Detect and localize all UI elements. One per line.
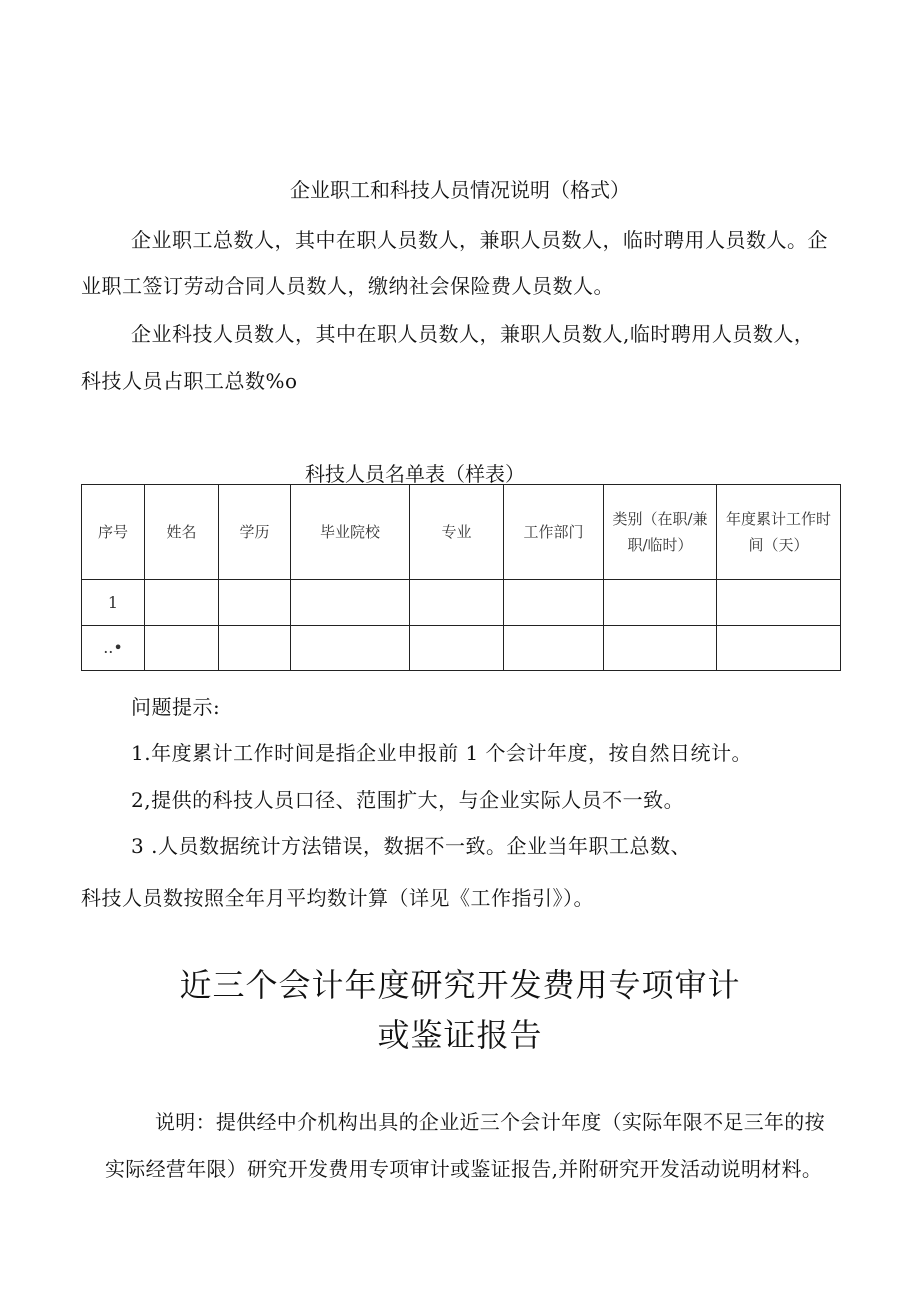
tip-item-1: 1.年度累计工作时间是指企业申报前 1 个会计年度，按自然日统计。 <box>131 741 753 765</box>
table-cell: 1 <box>82 580 145 626</box>
table-cell <box>291 626 410 671</box>
table-cell <box>291 580 410 626</box>
table-cell <box>145 580 219 626</box>
header-education: 学历 <box>219 485 291 580</box>
table-cell <box>219 626 291 671</box>
header-category: 类别（在职/兼职/临时） <box>604 485 717 580</box>
table-row <box>82 580 841 626</box>
header-department: 工作部门 <box>504 485 604 580</box>
employee-paragraph-line-2: 业职工签订劳动合同人员数人，缴纳社会保险费人员数人。 <box>81 274 614 298</box>
header-name: 姓名 <box>145 485 219 580</box>
table-cell <box>604 626 717 671</box>
employee-paragraph-line-1: 企业职工总数人，其中在职人员数人，兼职人员数人，临时聘用人员数人。企 <box>131 228 828 252</box>
table-cell <box>504 626 604 671</box>
tip-item-3-line-2: 科技人员数按照全年月平均数计算（详见《工作指引》）。 <box>81 886 594 910</box>
tech-staff-paragraph-line-2: 科技人员占职工总数%o <box>81 369 298 393</box>
section-note-line-1: 说明：提供经中介机构出具的企业近三个会计年度（实际年限不足三年的按 <box>155 1110 825 1134</box>
table-cell <box>604 580 717 626</box>
header-school: 毕业院校 <box>291 485 410 580</box>
tech-staff-paragraph-line-1: 企业科技人员数人，其中在职人员数人，兼职人员数人,临时聘用人员数人， <box>131 322 815 346</box>
tips-heading: 问题提示: <box>131 695 221 719</box>
tip-item-3-line-1: 3 .人员数据统计方法错误，数据不一致。企业当年职工总数、 <box>131 834 691 858</box>
tip-item-2: 2,提供的科技人员口径、范围扩大，与企业实际人员不一致。 <box>131 788 685 812</box>
section-title-line-1: 近三个会计年度研究开发费用专项审计 <box>179 966 741 1004</box>
table-cell: ..• <box>82 626 145 671</box>
table-cell <box>219 580 291 626</box>
section-note-line-2: 实际经营年限）研究开发费用专项审计或鉴证报告,并附研究开发活动说明材料。 <box>105 1157 823 1181</box>
document-title: 企业职工和科技人员情况说明（格式） <box>290 178 630 202</box>
section-title-line-2: 或鉴证报告 <box>377 1016 543 1054</box>
table-cell <box>410 626 504 671</box>
table-cell <box>717 626 841 671</box>
table-cell <box>717 580 841 626</box>
table-row <box>82 626 841 671</box>
table-cell <box>410 580 504 626</box>
header-work-days: 年度累计工作时间（天） <box>717 485 841 580</box>
table-header-row <box>82 485 841 580</box>
header-major: 专业 <box>410 485 504 580</box>
table-cell <box>504 580 604 626</box>
tech-staff-roster-table <box>81 484 841 671</box>
table-title: 科技人员名单表（样表） <box>305 462 525 486</box>
table-cell <box>145 626 219 671</box>
header-seq: 序号 <box>82 485 145 580</box>
